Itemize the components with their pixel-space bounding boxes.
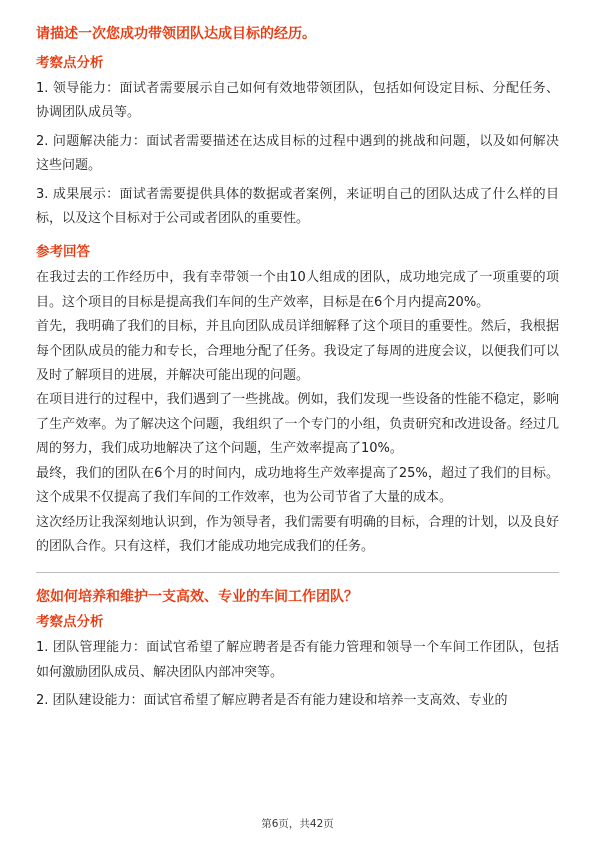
analysis-item: 1. 领导能力：面试者需要展示自己如何有效地带领团队，包括如何设定目标、分配任务、协调团队成员等。 — [36, 81, 559, 121]
analysis-heading-2: 考察点分析 — [36, 614, 104, 631]
answer-paragraph: 在项目进行的过程中，我们遇到了一些挑战。例如，我们发现一些设备的性能不稳定，影响了生产效率。为了解决这个问题，我组织了一个专门的小组，负责研究和改进设备。经过几周的努力，我们成功地解决了这个问题，生产效率提高了10%。 — [36, 392, 559, 457]
analysis-heading-1: 考察点分析 — [36, 55, 104, 71]
section-divider — [36, 572, 559, 573]
answer-paragraph: 最终，我们的团队在6个月的时间内，成功地将生产效率提高了25%，超过了我们的目标。这个成果不仅提高了我们车间的工作效率，也为公司节省了大量的成本。 — [36, 465, 559, 506]
question-title-1: 请描述一次您成功带领团队达成目标的经历。 — [36, 26, 316, 42]
analysis-item: 2. 问题解决能力：面试者需要描述在达成目标的过程中遇到的挑战和问题，以及如何解决这些问题。 — [36, 133, 559, 174]
answer-paragraph: 首先，我明确了我们的目标，并且向团队成员详细解释了这个项目的重要性。然后，我根据每个团队成员的能力和专长，合理地分配了任务。我设定了每周的进度会议，以便我们可以及时了解项目的进展，并解决可能出现的问题。 — [36, 319, 559, 384]
analysis-item: 2. 团队建设能力：面试官希望了解应聘者是否有能力建设和培养一支高效、专业的 — [36, 693, 508, 709]
analysis-item: 1. 团队管理能力：面试官希望了解应聘者是否有能力管理和领导一个车间工作团队，包括如何激励团队成员、解决团队内部冲突等。 — [36, 640, 559, 680]
document-page — [36, 24, 559, 718]
question-title-2: 您如何培养和维护一支高效、专业的车间工作团队？ — [36, 589, 358, 606]
answer-heading-1: 参考回答 — [36, 244, 90, 261]
answer-paragraph: 这次经历让我深刻地认识到，作为领导者，我们需要有明确的目标，合理的计划，以及良好的团队合作。只有这样，我们才能成功地完成我们的任务。 — [36, 514, 559, 554]
answer-paragraph: 在我过去的工作经历中，我有幸带领一个由10人组成的团队，成功地完成了一项重要的项目。这个项目的目标是提高我们车间的生产效率，目标是在6个月内提高20%。 — [36, 270, 559, 310]
page-number: 第6页，共42页 — [261, 818, 334, 830]
analysis-item: 3. 成果展示：面试者需要提供具体的数据或者案例，来证明自己的团队达成了什么样的目标，以及这个目标对于公司或者团队的重要性。 — [36, 186, 559, 227]
